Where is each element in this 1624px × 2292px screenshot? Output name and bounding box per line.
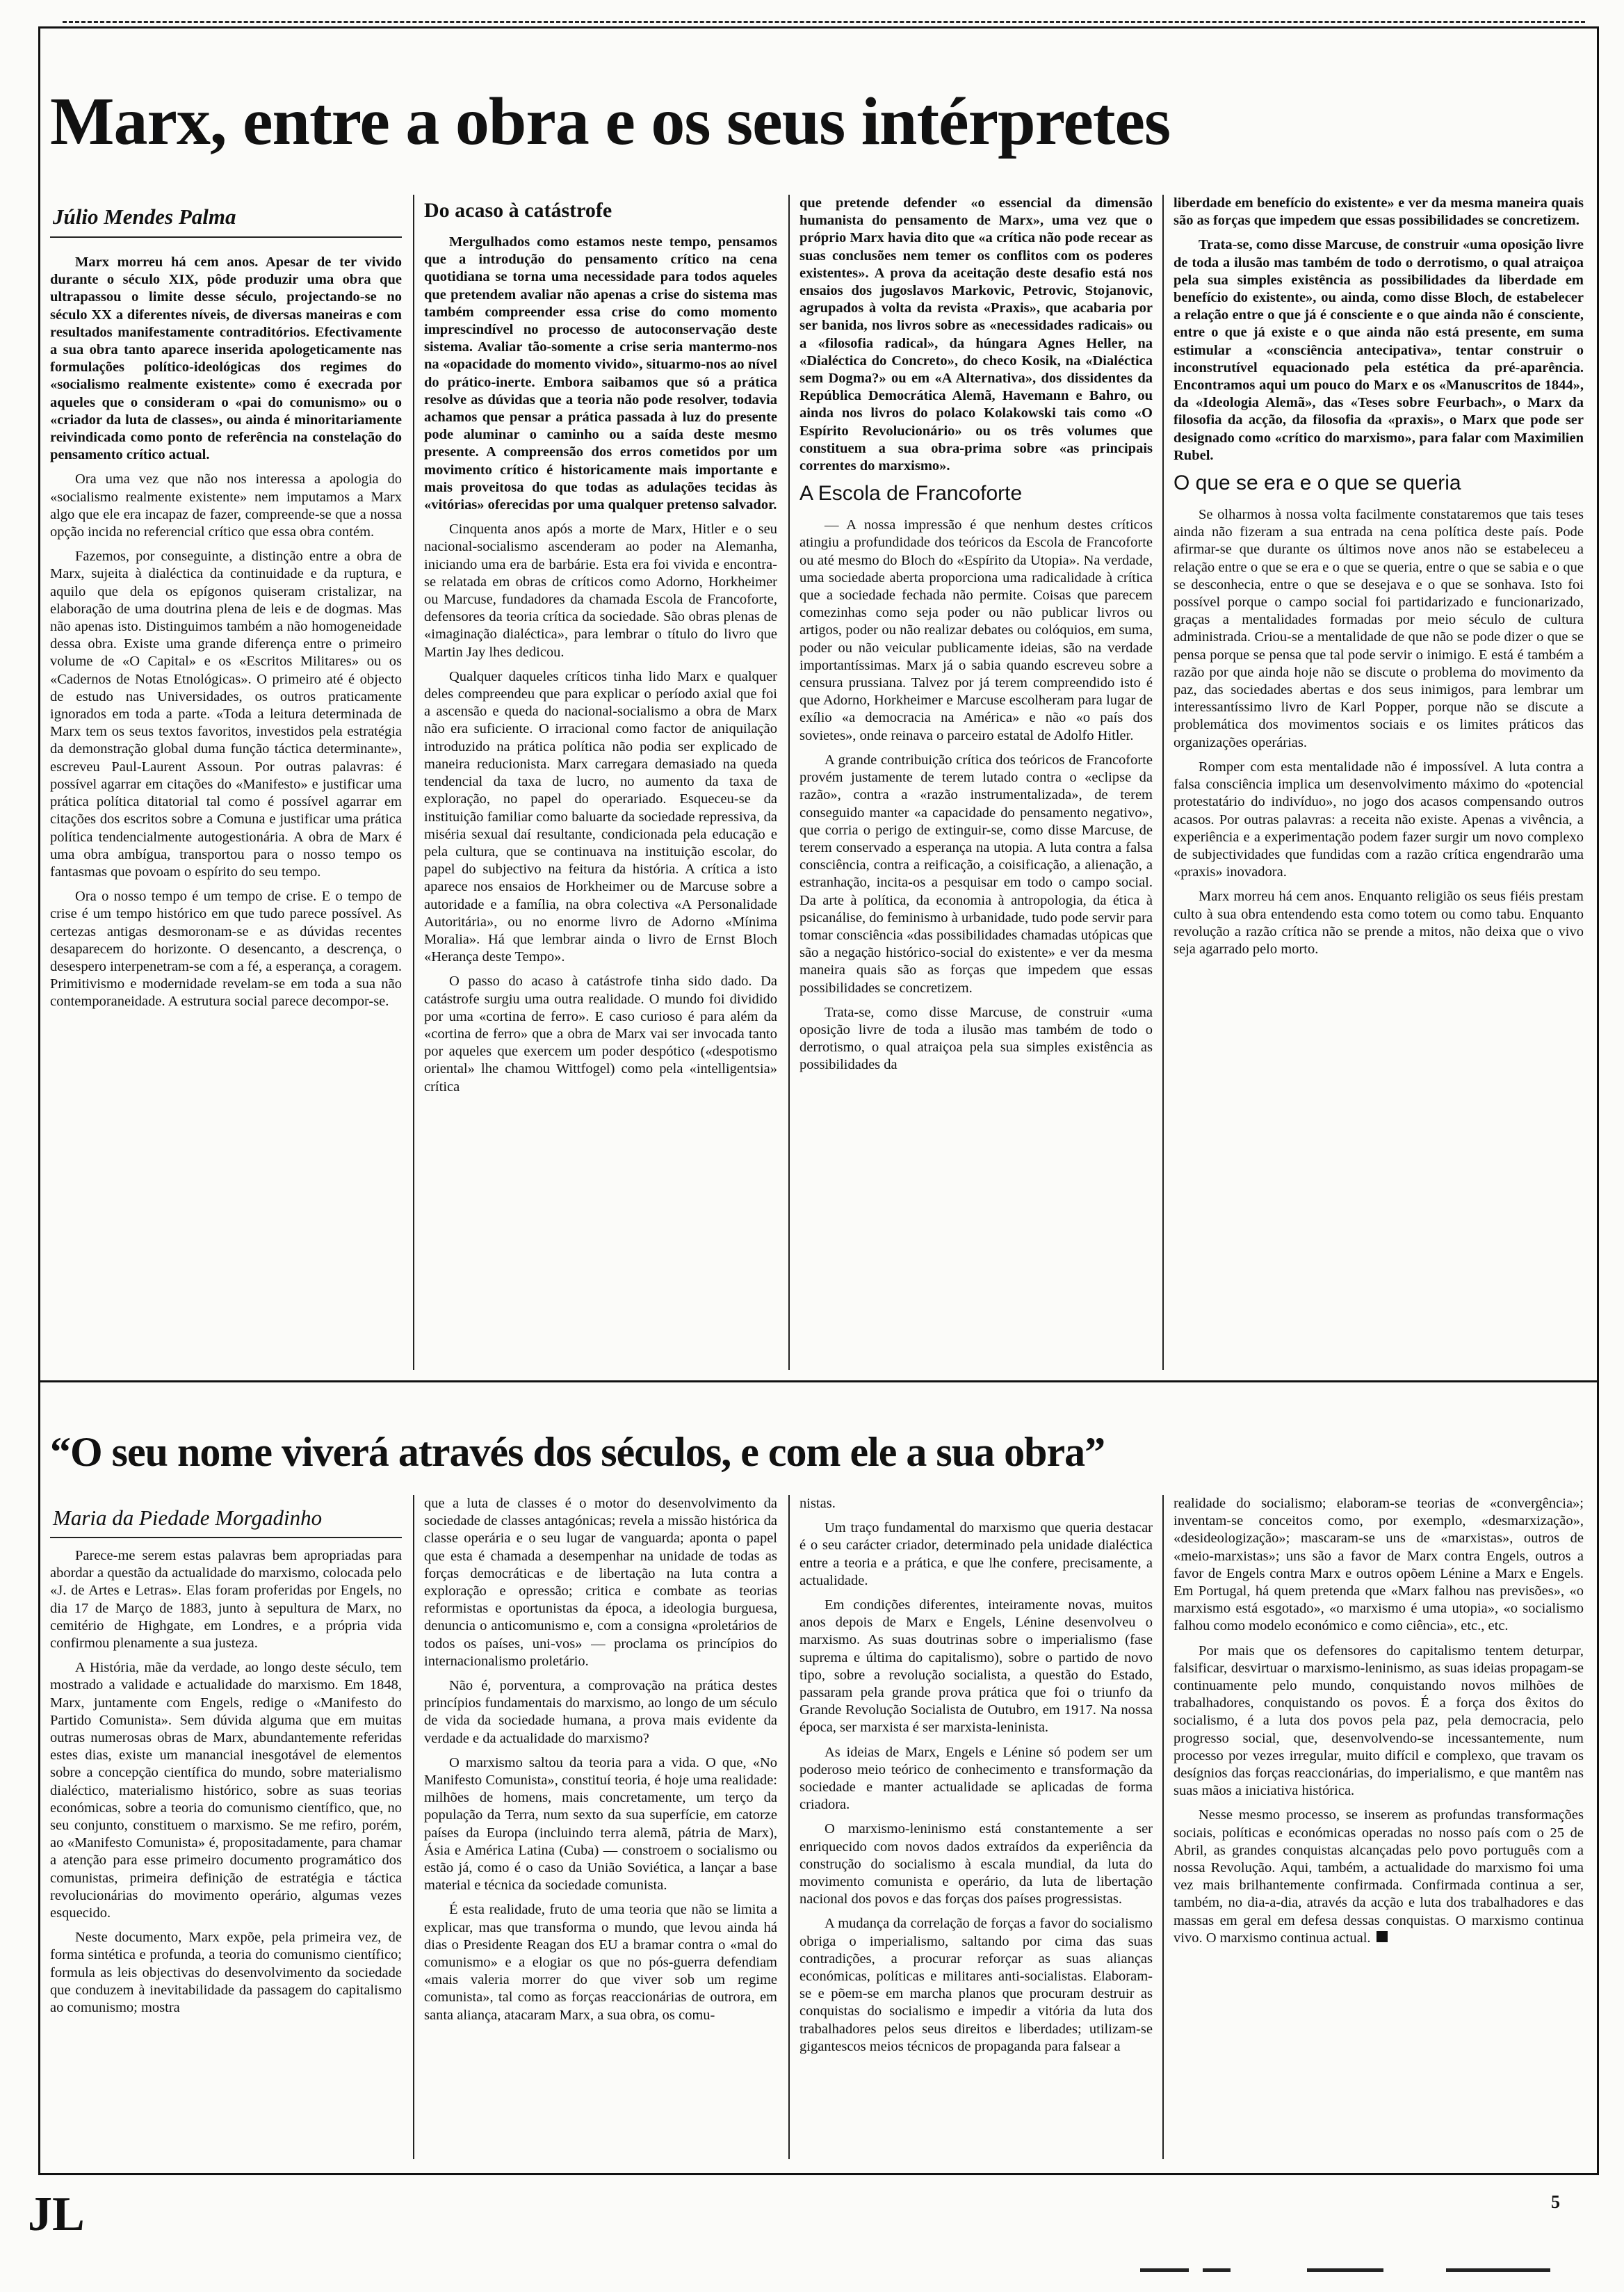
article1-title: Marx, entre a obra e os seus intérpretes [50, 84, 1171, 159]
scan-artifact [1140, 2268, 1189, 2272]
article1-column-2 [424, 195, 777, 1370]
paragraph: — A nossa impressão é que nenhum destes críticos atingiu a profundidade dos teóricos da Escola de Francoforte ou até mesmo do Bloch do «Espírito da Utopia». Na verdade, uma sociedade aberta proporciona uma radicalidade à crítica que a sociedade fechada não permite. Coisas que parecem comezinhas como seja poder ou não publicar livros ou artigos, poder ou não realizar debates ou colóquios, em suma, poder ou não veicular publicamente ideias, são na verdade importantíssimas. Marx já o sabia quando escreveu sobre a censura prussiana. Talvez por já terem compreendido isto é que Adorno, Horkheimer e Marcuse escolheram para lugar de exílio «a democracia na América» e não «o país dos sovietes», onde reinava o parceiro estatal de Adolfo Hitler. [799, 517, 1153, 743]
paragraph: O marxismo-leninismo está constantemente a ser enriquecido com novos dados extraídos da experiência da construção do socialismo à escala mundial, da luta do movimento comunista e operário, da luta de libertação nacional dos povos e das forças dos países progressistas. [799, 1821, 1153, 1907]
article2-column-2 [424, 1495, 777, 2159]
section-heading: O que se era e o que se queria [1174, 471, 1461, 495]
section-heading: Do acaso à catástrofe [424, 199, 612, 222]
article1-byline: Júlio Mendes Palma [53, 204, 236, 229]
byline-underline [50, 236, 402, 238]
end-of-article-mark [1377, 1931, 1388, 1942]
paragraph: Em condições diferentes, inteiramente novas, muitos anos depois de Marx e Engels, Lénine desenvolveu o marxismo. As suas doutrinas sobre o imperialismo (fase suprema e última do capitalismo), sobre o partido de novo tipo, sobre a revolução socialista, a questão do Estado, passaram pela grande prova prática que foi o triunfo da Grande Revolução Socialista de Outubro, em 1917. Na nossa época, ser marxista é ser marxista-leninista. [799, 1597, 1153, 1736]
column-rule [413, 1495, 414, 2159]
column-rule [413, 195, 414, 1370]
byline-underline [50, 1537, 402, 1538]
paragraph: nistas. [799, 1496, 836, 1511]
column-rule [1162, 195, 1164, 1370]
column-rule [788, 195, 790, 1370]
scan-artifact [1307, 2268, 1383, 2272]
article1-column-3 [799, 195, 1153, 1370]
article2-column-4 [1174, 1495, 1584, 2159]
paragraph: Qualquer daqueles críticos tinha lido Marx e qualquer deles compreendeu que para explicar o período axial que foi a ascensão e queda do nacional-socialismo a obra de Marx não era suficiente. O irracional como factor de aniquilação introduzido na prática política não podia ser explicado de maneira reducionista. Marx carregara demasiado na queda tendencial da taxa de lucro, no aumento da taxa de exploração, no papel do operariado. Esqueceu-se da instituição familiar como baluarte da sociedade repressiva, da miséria sexual daí resultante, condicionada pela educação e pela cultura, que se continuava na instituição escolar, do papel do subjectivo na feitura da história. A crítica a isto aparece nos ensaios de Horkheimer ou de Marcuse sobre a autoridade e a família, na obra colectiva «A Personalidade Autoritária», ou no enorme livro de Adorno «Mínima Moralia». Há que lembrar ainda o livro de Ernst Bloch «Herança deste Tempo». [424, 668, 777, 965]
paragraph: Marx morreu há cem anos. Enquanto religião os seus fiéis prestam culto à sua obra entendendo esta como totem ou como tabu. Enquanto revolução a razão crítica não se prende a mitos, não deixa que o vivo seja agarrado pelo morto. [1174, 889, 1584, 957]
paragraph: Mergulhados como estamos neste tempo, pensamos que a introdução do pensamento crítico na cena quotidiana se torna uma necessidade para todos aqueles que pretendem avaliar não apenas a crise do sistema mas também compreender essa crise do como momento imprescindível no processo de autoconservação deste sistema. Avaliar tão-somente a crise seria mantermo-nos na «opacidade do momento vivido», situarmo-nos ao nível do prático-inerte. Embora saibamos que só a prática resolve as dúvidas que a teoria não pode resolver, todavia achamos que pensar a prática passada à luz do presente pode aluminar o caminho ou a saída deste mesmo presente. A compreensão dos erros cometidos por um movimento crítico é historicamente mais importante e mais proveitosa do que todas as adulações tecidas às «vitórias» oferecidas por uma qualquer pretenso salvador. [424, 234, 777, 513]
article2-column-3 [799, 1495, 1153, 2159]
article2-title: “O seu nome viverá através dos séculos, e com ele a sua obra” [50, 1429, 1105, 1475]
paragraph: que pretende defender «o essencial da dimensão humanista do pensamento de Marx», uma vez que o próprio Marx havia dito que «a crítica não pode recear as suas conclusões nem temer os conflitos com os poderes existentes». A prova da aceitação deste desafio está nos ensaios dos jugoslavos Markovic, Petrovic, Stojanovic, agrupados à volta da revista «Praxis», que acabaria por ser banida, nos livros sobre as «necessidades radicais» ou a «filosofia radical», da húngara Agnes Heller, na «Dialéctica do Concreto», do checo Kosik, na «Dialéctica sem Dogma?» ou em «A Alternativa», dos dissidentes da República Democrática Alemã, Havemann e Bahro, ou ainda nos livros do polaco Kolakowski tais como «O Espírito Revolucionário» ou os três volumes que constituem a sua obra-prima sobre «as principais correntes do marxismo». [799, 195, 1153, 474]
paragraph: liberdade em benefício do existente» e ver da mesma maneira quais são as forças que impedem que essas possibilidades se concretizem. [1174, 195, 1584, 229]
paragraph: O passo do acaso à catástrofe tinha sido dado. Da catástrofe surgiu uma outra realidade. O mundo foi dividido por uma «cortina de ferro». E caso curioso é para além da «cortina de ferro» que a obra de Marx vai ser invocada tanto por aqueles que exercem um poder despótico («despotismo oriental» lhe chamou Wittfogel) como pela «intelligentsia» crítica [424, 974, 777, 1095]
page-number: 5 [1551, 2192, 1560, 2212]
scan-artifact [1446, 2268, 1550, 2272]
scan-artifact [1203, 2268, 1231, 2272]
paragraph: Trata-se, como disse Marcuse, de construir «uma oposição livre de toda a ilusão mas também de todo o derrotismo, o qual atraiçoa pela sua simples existência as possibilidades da liberdade em benefício do existente», ou ainda, como disse Bloch, de estabelecer a relação entre o que já é consciente e o que ainda não é consciente, entre o que já existe e o que ainda não está presente, em suma estimular a «consciência antecipativa», tentar construir o inconstrutível equacionado pela estética da pré-aparência. Encontramos aqui um pouco do Marx e os «Manuscritos de 1844», da «Ideologia Alemã», das «Teses sobre Feurbach», o Marx da filosofia da acção, da filosofia da «praxis», o Marx que pode ser designado como «crítico do marxismo», para falar com Maximilien Rubel. [1174, 237, 1584, 463]
paragraph: que a luta de classes é o motor do desenvolvimento da sociedade de classes antagónicas; revela a missão histórica da classe operária e o seu lugar de vanguarda; aponta o papel que esta é chamada a desempenhar na unidade de todas as forças democráticas e de libertação na luta contra a exploração e opressão; critica e combate as teorias reformistas e oportunistas da época, a ideologia burguesa, denuncia o anticomunismo e, com a consigna «proletários de todos os países, uni-vos» — proclama os princípios do internacionalismo proletário. [424, 1496, 777, 1669]
paragraph: Se olharmos à nossa volta facilmente constataremos que tais teses ainda não fizeram a sua entrada na cena política deste país. Pode afirmar-se que durante os últimos nove anos não se estabeleceu a relação entre o que se era e o que se queria, entre o que se sabia e o que se desconhecia, entre o que se desejava e o que se sonhava. Isto foi possível porque o campo social foi partidarizado e funcionarizado, graças a mentalidades formadas por meio século de cultura administrada. Criou-se a mentalidade de que não se pode dizer o que se pensa porque se pensa que tal pode servir o inimigo. E está é também a razão por que ainda hoje não se discute o problema do movimento da paz, das sociedades abertas e dos seus inimigos, para lembrar um interessantíssimo livro de Karl Popper, porque não se discute a problemática dos movimentos sociais e os limites práticos das organizações operárias. [1174, 507, 1584, 750]
article2-column-1 [50, 1547, 402, 2159]
paragraph: O marxismo saltou da teoria para a vida. O que, «No Manifesto Comunista», constituí teoria, é hoje uma realidade: milhões de homens, mais concretamente, um terço da população da Terra, num sexto da sua superfície, em catorze países da Europa (incluindo terra alemã, pátria de Marx), Ásia e América Latina (Cuba) — constroem o socialismo ou estão já, como é o caso da União Soviética, a lançar a base material e técnica da sociedade comunista. [424, 1754, 777, 1894]
article-divider [38, 1380, 1599, 1382]
jl-logo: JL [28, 2188, 85, 2241]
paragraph: É esta realidade, fruto de uma teoria que não se limita a explicar, mas que transforma o mundo, que levou ainda há dias o Presidente Reagan dos EU a bramar contra o «mal do comunismo» e a elogiar os que no pós-guerra defendiam «mais valeria morrer do que viver sob um regime comunista», tal como as forças reaccionárias de outrora, em santa aliança, atacaram Marx, a sua obra, os comu- [424, 1902, 777, 2023]
paragraph: Neste documento, Marx expõe, pela primeira vez, de forma sintética e profunda, a teoria do comunismo científico; formula as leis objectivas do desenvolvimento da sociedade que conduzem à inevitabilidade da passagem do capitalismo ao comunismo; mostra [50, 1930, 402, 2016]
paragraph: As ideias de Marx, Engels e Lénine só podem ser um poderoso meio teórico de conhecimento e transformação da sociedade e manter actualidade se aplicadas de forma criadora. [799, 1744, 1153, 1813]
paragraph: Marx morreu há cem anos. Apesar de ter vivido durante o século XIX, pôde produzir uma obra que ultrapassou o limite desse século, projectando-se no século XX a diferentes níveis, de diversas maneiras e com resultados manifestamente contraditórios. Efectivamente a sua obra tanto aparece inserida apologeticamente nas formulações político-ideológicas dos regimes do «socialismo realmente existente» como é execrada por aqueles que o consideram o «pai do comunismo» ou o «criador da luta de classes», ou ainda é minoritariamente reivindicada como ponto de referência na constelação do pensamento crítico actual. [50, 255, 402, 463]
paragraph-text: Nesse mesmo processo, se inserem as profundas transformações sociais, políticas e económicas operadas no nosso país com o 25 de Abril, as grandes conquistas alcançadas pelo povo português com a nossa Revolução. Aqui, também, a actualidade do marxismo foi uma vez mais brilhantemente confirmada. Confirmada continua a ser, também, no dia-a-dia, através da acção e luta dos trabalhadores e das massas em geral em defesa dessas conquistas. O marxismo continua vivo. O marxismo continua actual. [1174, 1807, 1584, 1946]
paragraph: Trata-se, como disse Marcuse, de construir «uma oposição livre de toda a ilusão mas também de todo o derrotismo, o qual atraiçoa pela sua simples existência as possibilidades da [799, 1004, 1153, 1073]
paragraph: A mudança da correlação de forças a favor do socialismo obriga o imperialismo, saltando por cima das suas contradições, a procurar reforçar as suas alianças económicas, políticas e militares anti-socialistas. Elaboram-se e põem-se em marcha planos que procuram destruir as conquistas do socialismo e impedir a vitória da luta dos trabalhadores pelos seus direitos e liberdades; utilizam-se gigantescos meios técnicos de propaganda para falsear a [799, 1916, 1153, 2054]
article1-column-4 [1174, 195, 1584, 1370]
paragraph: Fazemos, por conseguinte, a distinção entre a obra de Marx, sujeita à dialéctica da continuidade e da ruptura, e aquilo que dela os epígonos quiseram cristalizar, na elaboração de uma doutrina plena de leis e de dogmas. Mas não apenas isto. Distinguimos também a não homogeneidade dessa obra. Existe uma grande diferença entre o primeiro volume de «O Capital» e os «Escritos Militares» ou os «Cadernos de Notas Etnológicas». O primeiro até é objecto de estudo nas Universidades, os outros praticamente ignorados em toda a parte. «Toda a leitura determinada de Marx tem os seus textos favoritos, investidos pela estratégia da demonstração global duma função táctica determinante», escreveu Paul-Laurent Assoun. Por outras palavras: é possível agarrar em citações do «Manifesto» e justificar uma prática política ditatorial tal como é possível agarrar em citações dos escritos sobre a Comuna e justificar uma prática política tendencialmente autogestionária. A obra de Marx é uma obra ambígua, transportou para o nosso tempo os fantasmas que povoam o espírito do seu tempo. [50, 549, 402, 880]
column-rule [1162, 1495, 1164, 2159]
paragraph: realidade do socialismo; elaboram-se teorias de «convergência»; inventam-se conceitos como, por exemplo, «desmarxização», «desideologização»; mascaram-se uns de «marxistas», outros de «meio-marxistas»; uns são a favor de Marx contra Engels, outros a favor de Engels contra Marx e outros opõem Lénine a Marx e Engels. Em Portugal, há quem pretenda que «Marx falhou nas previsões», «o marxismo está esgotado», «o marxismo é uma utopia», «o socialismo falhou como modelo económico e como ciência», etc., etc. [1174, 1496, 1584, 1634]
section-heading: A Escola de Francoforte [799, 482, 1023, 506]
paragraph: A História, mãe da verdade, ao longo deste século, tem mostrado a validade e actualidade do marxismo. Em 1848, Marx, juntamente com Engels, redige o «Manifesto do Partido Comunista». Sem dúvida alguma que em muitas outras numerosas obras de Marx, abundantemente referidas estes dias, existe um manancial inesgotável de elementos sobre a concepção científica do mundo, sobre materialismo dialéctico, materialismo histórico, sobre as suas teorias económicas, sobre a teoria do comunismo científico, que, no seu conjunto, constituem o marxismo. Se me refiro, porém, ao «Manifesto Comunista» é, propositadamente, para chamar a atenção para esse primeiro documento programático dos comunistas, primeira definição de estratégia e táctica revolucionárias do movimento operário, algumas vezes esquecido. [50, 1660, 402, 1921]
top-dashed-border [63, 21, 1585, 23]
paragraph: Romper com esta mentalidade não é impossível. A luta contra a falsa consciência implica um desenvolvimento máximo do «potencial protestatário do indivíduo», no jogo dos acasos compensando outros acasos. Por outras palavras: a receita não existe. Apenas a vivência, a experiência e a experimentação podem fazer surgir um novo complexo de subjectividades que fundidas com a razão crítica engendrarão uma «praxis» inovadora. [1174, 759, 1584, 880]
paragraph [1174, 1807, 1584, 1947]
paragraph: Por mais que os defensores do capitalismo tentem deturpar, falsificar, desvirtuar o marxismo-leninismo, as suas ideias propagam-se continuamente pelo mundo, conquistando novos milhões de trabalhadores, conquistando os povos. É a força dos êxitos do socialismo, é a luta dos povos pela paz, pela democracia, pelo progresso social, que, desenvolvendo-se incessantemente, num processo por vezes irregular, muito difícil e complexo, que travam os desígnios das forças reaccionárias, do imperialismo, e que mantêm nas suas mãos a iniciativa histórica. [1174, 1643, 1584, 1799]
column-rule [788, 1495, 790, 2159]
paragraph: Ora o nosso tempo é um tempo de crise. E o tempo de crise é um tempo histórico em que tudo parece possível. As certezas antigas desmoronam-se e as dúvidas recentes desaparecem do horizonte. O desencanto, a descrença, o desespero interpenetram-se com a fé, a esperança, a coragem. Primitivismo e modernidade revelam-se em toda a sua não contemporaneidade. A estrutura social parece decompor-se. [50, 889, 402, 1010]
paragraph: Não é, porventura, a comprovação na prática destes princípios fundamentais do marxismo, ao longo de um século de vida da sociedade humana, a prova mais evidente da verdade e da actualidade do marxismo? [424, 1678, 777, 1746]
paragraph: Cinquenta anos após a morte de Marx, Hitler e o seu nacional-socialismo ascenderam ao poder na Alemanha, iniciando uma era de barbárie. Esta era foi vivida e encontra-se relatada em obras de críticos como Adorno, Horkheimer ou Marcuse, fundadores da chamada Escola de Francoforte, defensores da teoria crítica da sociedade. São obras plenas de «imaginação dialéctica», para lembrar o título do livro que Martin Jay lhes dedicou. [424, 522, 777, 660]
paragraph: Um traço fundamental do marxismo que queria destacar é o seu carácter criador, determinado pela unidade dialéctica entre a teoria e a prática, e que lhe confere, precisamente, a actualidade. [799, 1520, 1153, 1588]
paragraph: Ora uma vez que não nos interessa a apologia do «socialismo realmente existente» nem imputamos a Marx algo que ele era incapaz de fazer, compreende-se que a nossa opção incida no referencial crítico que essa obra contém. [50, 471, 402, 540]
article2-byline: Maria da Piedade Morgadinho [53, 1506, 323, 1530]
article1-column-1 [50, 254, 402, 1370]
paragraph: Parece-me serem estas palavras bem apropriadas para abordar a questão da actualidade do marxismo, colocada pelo «J. de Artes e Letras». Elas foram proferidas por Engels, no dia 17 de Março de 1883, junto à sepultura de Marx, no cemitério de Highgate, em Londres, e a própria vida confirmou plenamente a sua justeza. [50, 1548, 402, 1652]
paragraph: A grande contribuição crítica dos teóricos de Francoforte provém justamente de terem lutado contra o «eclipse da razão», contra a «razão instrumentalizada», de terem conseguido manter «a capacidade do pensamento negativo», que corria o perigo de extinguir-se, como disse Marcuse, de terem conservado a esperança na utopia. A luta contra a falsa consciência, contra a reificação, a coisificação, a alienação, a estranhação, incita-os a pesquisar em todo o campo social. Da arte à política, da economia à antropologia, da ética à psicanálise, do feminismo à urbanidade, tudo pode servir para tomar consciência «das possibilidades chamadas utópicas que são a negação histórico-social do existente» e ver da mesma maneira quais são as forças que impedem que essas possibilidades se concretizem. [799, 752, 1153, 996]
